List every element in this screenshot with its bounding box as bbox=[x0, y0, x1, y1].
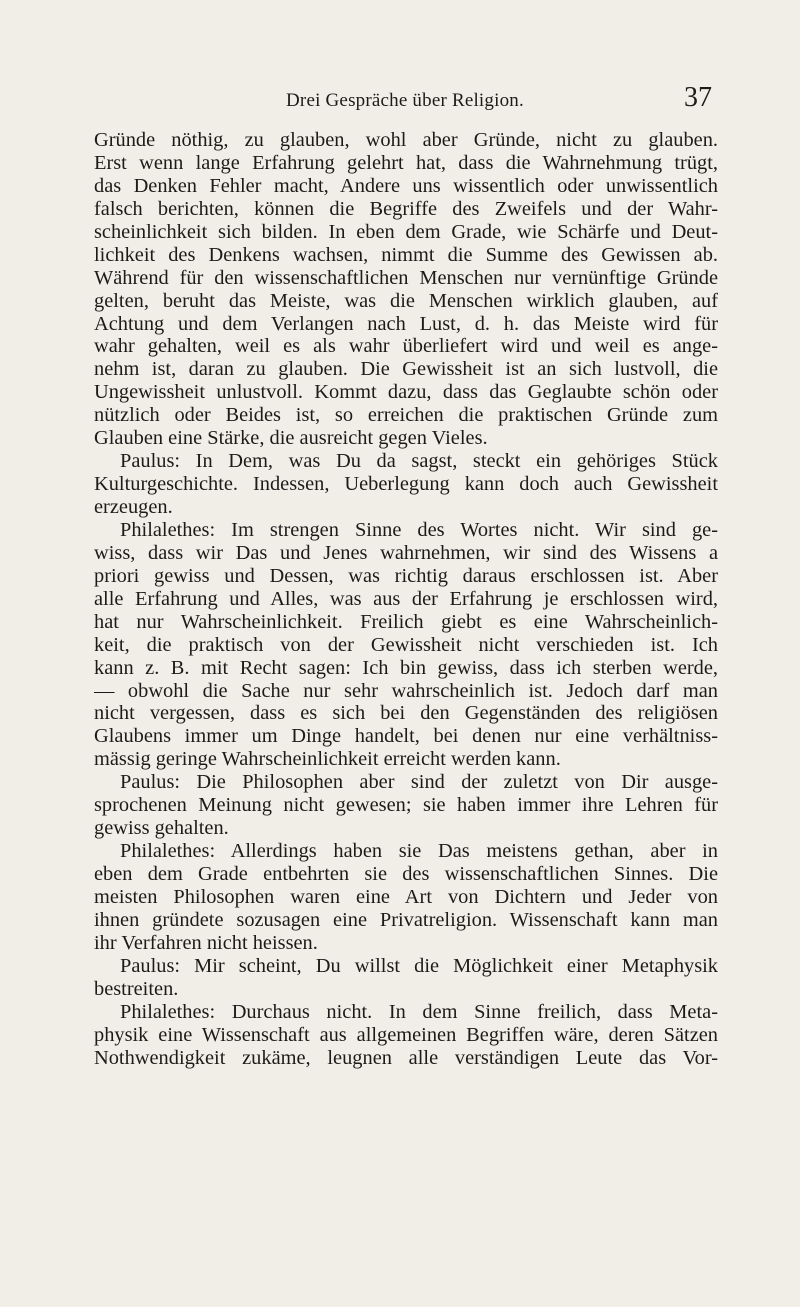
text-line: Während für den wissenschaftlichen Menschen nur vernünftige Gründe bbox=[94, 266, 718, 289]
text-line: gewiss gehalten. bbox=[94, 817, 229, 840]
text-line: nicht vergessen, dass es sich bei den Gegenständen des religiösen bbox=[94, 702, 718, 725]
text-line: keit, die praktisch von der Gewissheit nicht verschieden ist. Ich bbox=[94, 633, 718, 656]
page-header bbox=[96, 82, 712, 126]
text-line: Philalethes: Allerdings haben sie Das meistens gethan, aber in bbox=[120, 840, 718, 863]
text-line: Philalethes: Durchaus nicht. In dem Sinne freilich, dass Meta- bbox=[120, 1000, 718, 1023]
text-line: bestreiten. bbox=[94, 977, 179, 1000]
page-number: 37 bbox=[684, 82, 712, 113]
text-line: Philalethes: Im strengen Sinne des Wortes nicht. Wir sind ge- bbox=[120, 518, 718, 541]
text-line: nützlich oder Beides ist, so erreichen die praktischen Gründe zum bbox=[94, 404, 718, 427]
text-line: Paulus: In Dem, was Du da sagst, steckt ein gehöriges Stück bbox=[120, 450, 718, 473]
text-line: Kulturgeschichte. Indessen, Ueberlegung kann doch auch Gewissheit bbox=[94, 473, 718, 496]
text-line: ihnen gründete sozusagen eine Privatreligion. Wissenschaft kann man bbox=[94, 908, 718, 931]
running-title: Drei Gespräche über Religion. bbox=[286, 90, 524, 111]
text-line: nehm ist, daran zu glauben. Die Gewissheit ist an sich lustvoll, die bbox=[94, 358, 718, 381]
text-line: ihr Verfahren nicht heissen. bbox=[94, 931, 318, 954]
text-line: eben dem Grade entbehrten sie des wissenschaftlichen Sinnes. Die bbox=[94, 863, 718, 885]
text-line: hat nur Wahrscheinlichkeit. Freilich giebt es eine Wahrscheinlich- bbox=[94, 610, 718, 633]
text-line: alle Erfahrung und Alles, was aus der Erfahrung je erschlossen wird, bbox=[94, 587, 718, 610]
text-line: priori gewiss und Dessen, was richtig daraus erschlossen ist. Aber bbox=[94, 564, 718, 587]
text-line: wiss, dass wir Das und Jenes wahrnehmen, wir sind des Wissens a bbox=[94, 541, 718, 564]
text-line: falsch berichten, können die Begriffe des Zweifels und der Wahr- bbox=[94, 197, 718, 220]
text-line: lichkeit des Denkens wachsen, nimmt die Summe des Gewissen ab. bbox=[94, 243, 718, 266]
text-line: Paulus: Die Philosophen aber sind der zuletzt von Dir ausge- bbox=[120, 771, 718, 794]
text-line: wahr gehalten, weil es als wahr überliefert wird und weil es ange- bbox=[94, 335, 718, 358]
text-line: — obwohl die Sache nur sehr wahrscheinlich ist. Jedoch darf man bbox=[94, 679, 718, 702]
text-line: Achtung und dem Verlangen nach Lust, d. h. das Meiste wird für bbox=[94, 312, 718, 335]
text-line: erzeugen. bbox=[94, 496, 173, 518]
text-line: Ungewissheit unlustvoll. Kommt dazu, dass das Geglaubte schön oder bbox=[94, 381, 718, 404]
text-line: Glauben eine Stärke, die ausreicht gegen Vieles. bbox=[94, 427, 488, 450]
text-line: Paulus: Mir scheint, Du willst die Möglichkeit einer Metaphysik bbox=[120, 954, 718, 977]
text-line: Gründe nöthig, zu glauben, wohl aber Gründe, nicht zu glauben. bbox=[94, 129, 718, 151]
text-line: physik eine Wissenschaft aus allgemeinen Begriffen wäre, deren Sätzen bbox=[94, 1023, 718, 1046]
text-line: Erst wenn lange Erfahrung gelehrt hat, dass die Wahrnehmung trügt, bbox=[94, 151, 718, 174]
text-line: das Denken Fehler macht, Andere uns wissentlich oder unwissentlich bbox=[94, 174, 718, 197]
text-line: gelten, beruht das Meiste, was die Menschen wirklich glauben, auf bbox=[94, 289, 718, 312]
text-line: Glaubens immer um Dinge handelt, bei denen nur eine verhältniss- bbox=[94, 725, 718, 748]
body-text bbox=[94, 129, 718, 1069]
text-line: kann z. B. mit Recht sagen: Ich bin gewiss, dass ich sterben werde, bbox=[94, 656, 718, 679]
text-line: scheinlichkeit sich bilden. In eben dem Grade, wie Schärfe und Deut- bbox=[94, 220, 718, 243]
text-line: sprochenen Meinung nicht gewesen; sie haben immer ihre Lehren für bbox=[94, 794, 718, 817]
text-line: meisten Philosophen waren eine Art von Dichtern und Jeder von bbox=[94, 885, 718, 908]
text-line: Nothwendigkeit zukäme, leugnen alle verständigen Leute das Vor- bbox=[94, 1046, 718, 1069]
text-line: mässig geringe Wahrscheinlichkeit erreicht werden kann. bbox=[94, 748, 561, 771]
